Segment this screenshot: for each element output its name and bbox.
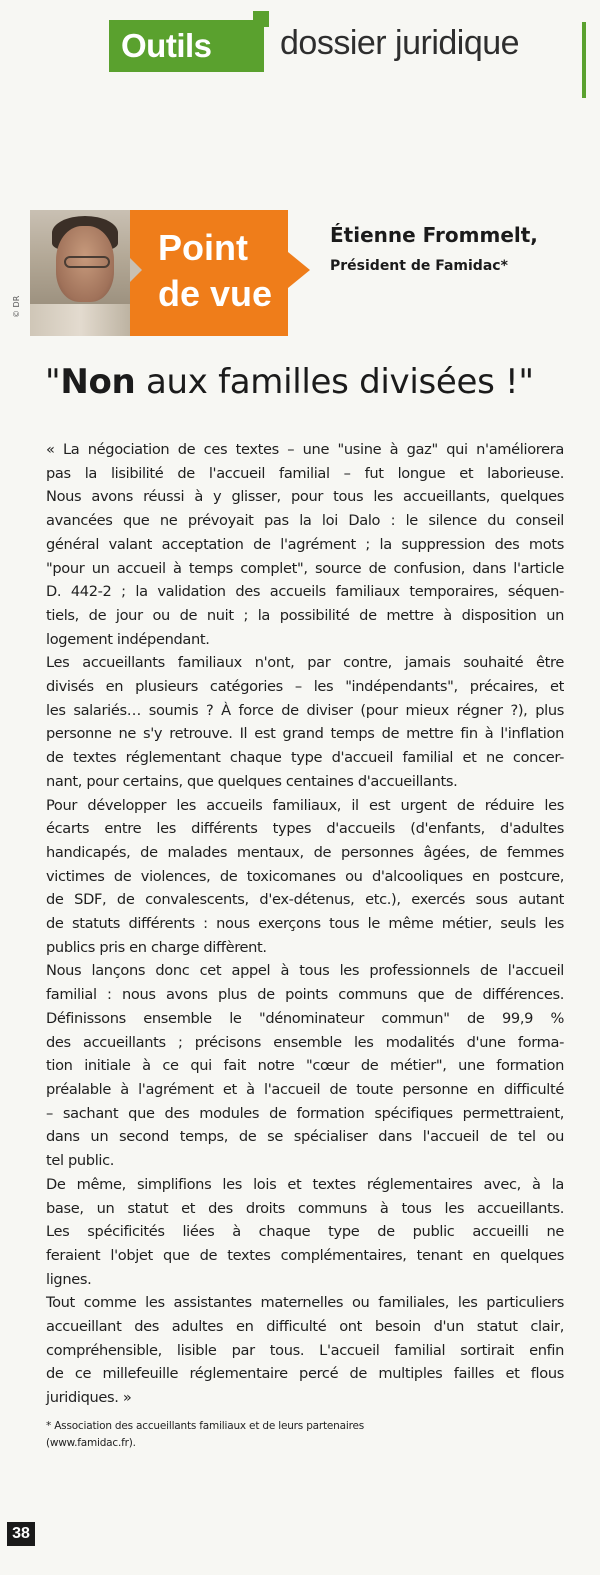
body-line: logement indépendant. — [46, 630, 210, 648]
body-line: De même, simplifions les lois et textes réglementaires avec, à la — [46, 1175, 564, 1193]
article-body — [46, 438, 564, 1410]
author-name: Étienne Frommelt, — [330, 223, 538, 247]
body-line: dans un second temps, de se spécialiser dans l'accueil de tel ou — [46, 1128, 564, 1146]
body-line: Les spécificités liées à chaque type de public accueilli ne — [46, 1223, 564, 1241]
body-line: des accueillants ; précisons ensemble les modalités d'une forma- — [46, 1033, 564, 1051]
body-line: Nous avons réussi à y glisser, pour tous les accueillants, quelques — [46, 488, 564, 506]
body-line: publics pris en charge diffèrent. — [46, 938, 267, 956]
footnote-line-1: * Association des accueillants familiaux et de leurs partenaires — [46, 1420, 365, 1432]
section-tag: Outils — [109, 20, 264, 72]
body-line: préalable à l'agrément et à l'accueil de toute personne en difficulté — [46, 1080, 564, 1098]
badge-notch-decoration — [130, 258, 142, 282]
body-line: Tout comme les assistantes maternelles ou familiales, les particuliers — [46, 1294, 564, 1312]
body-line: handicapés, de malades mentaux, de personnes âgées, de femmes — [46, 843, 564, 861]
badge-label-line1: Point — [158, 227, 248, 268]
headline-rest: aux familles divisées !" — [135, 362, 534, 402]
badge-label-line2: de vue — [158, 273, 273, 314]
body-line: feraient l'objet que de textes complémentaires, tenant en quelques — [46, 1246, 564, 1264]
body-line: général valant acceptation de l'agrément ; la suppression des mots — [46, 535, 564, 553]
photo-shirt — [30, 304, 130, 336]
body-line: accueillant des adultes en difficulté ont besoin d'un statut clair, — [46, 1318, 564, 1336]
body-line: base, un statut et des droits communs à tous les accueillants. — [46, 1199, 564, 1217]
body-line: de SDF, de convalescents, d'ex-détenus, etc.), exercés sous autant — [46, 891, 564, 909]
body-line: écarts entre les différents types d'accueils (d'enfants, d'adultes — [46, 820, 564, 838]
body-line: Définissons ensemble le "dénominateur commun" de 99,9 % — [46, 1009, 564, 1027]
photo-glasses — [64, 256, 110, 268]
body-line: lignes. — [46, 1270, 92, 1288]
body-line: Pour développer les accueils familiaux, il est urgent de réduire les — [46, 796, 564, 814]
body-line: les salariés… soumis ? À force de diviser (pour mieux régner ?), plus — [46, 701, 564, 719]
footnote — [46, 1418, 566, 1452]
body-line: de statuts différents : nous exerçons tous le même métier, seuls les — [46, 915, 564, 933]
body-line: Les accueillants familiaux n'ont, par contre, jamais souhaité être — [46, 654, 564, 672]
section-tag-square-decoration — [253, 11, 269, 27]
body-line: « La négociation de ces textes – une "usine à gaz" qui n'améliorera — [46, 441, 564, 458]
body-line: nant, pour certains, que quelques centaines d'accueillants. — [46, 772, 458, 790]
headline-open-quote: " — [45, 362, 61, 402]
body-line: – sachant que des modules de formation spécifiques permettraient, — [46, 1104, 564, 1122]
headline-bold-word: Non — [60, 362, 136, 402]
body-line: tiels, de jour ou de nuit ; la possibilité de mettre à disposition un — [46, 606, 564, 624]
footnote-line-2: (www.famidac.fr). — [46, 1437, 136, 1449]
section-title: dossier juridique — [280, 24, 520, 62]
body-line: avancées que ne prévoyait pas la loi Dalo : le silence du conseil — [46, 512, 564, 530]
author-photo — [30, 210, 130, 336]
body-line: D. 442-2 ; la validation des accueils familiaux temporaires, séquen- — [46, 583, 564, 601]
body-line: de ce millefeuille réglementaire percé de multiples failles et flous — [46, 1365, 564, 1383]
page-header — [0, 0, 600, 110]
body-line: juridiques. » — [46, 1389, 132, 1407]
body-line: Nous lançons donc cet appel à tous les professionnels de l'accueil — [46, 962, 564, 980]
author-role: Président de Famidac* — [330, 258, 508, 274]
body-line: compréhensible, lisible par tous. L'accueil familial sortirait enfin — [46, 1341, 564, 1359]
page-number: 38 — [7, 1522, 35, 1546]
body-line: tion initiale à ce qui fait notre "cœur de métier", une formation — [46, 1057, 564, 1075]
header-accent-bar — [582, 22, 586, 98]
body-line: "pour un accueil à temps complet", source de confusion, dans l'article — [46, 559, 564, 577]
body-line: de textes réglementant chaque type d'accueil familial et ne concer- — [46, 749, 564, 767]
body-line: pas la lisibilité de l'accueil familial – fut longue et laborieuse. — [46, 464, 564, 482]
photo-credit: © DR — [12, 295, 21, 318]
body-line: victimes de violences, de toxicomanes ou d'alcooliques en postcure, — [46, 867, 564, 885]
article-headline — [45, 362, 534, 402]
body-line: divisés en plusieurs catégories – les "indépendants", précaires, et — [46, 678, 564, 696]
badge-arrow-icon — [288, 252, 310, 288]
body-line: familial : nous avons plus de points communs que de différences. — [46, 986, 564, 1004]
body-line: tel public. — [46, 1152, 115, 1170]
body-line: personne ne s'y retrouve. Il est grand temps de mettre fin à l'inflation — [46, 725, 564, 743]
